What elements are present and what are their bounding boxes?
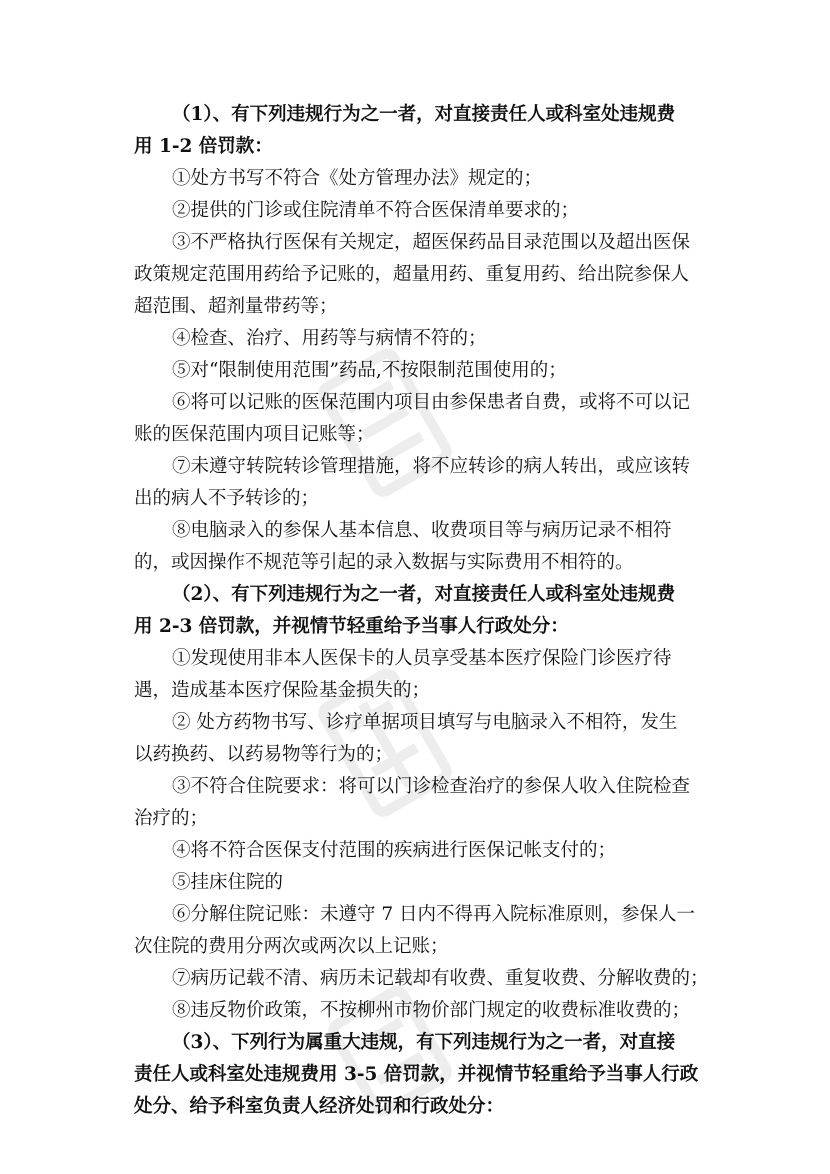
list-item-cont: 账的医保范围内项目记账等； [134, 424, 375, 445]
section-1-heading: （1）、有下列违规行为之一者，对直接责任人或科室处违规费 [172, 104, 676, 125]
section-3-heading: （3）、下列行为属重大违规，有下列违规行为之一者，对直接 [172, 1032, 676, 1053]
list-item: ⑥分解住院记账：未遵守 7 日内不得再入院标准原则，参保人一 [172, 904, 696, 925]
list-item: ② 处方药物书写、诊疗单据项目填写与电脑录入不相符，发生 [172, 712, 678, 733]
list-item: ⑧违反物价政策，不按柳州市物价部门规定的收费标准收费的； [172, 1000, 691, 1021]
list-item-cont: 次住院的费用分两次或两次以上记账； [134, 936, 449, 957]
section-1-heading-cont: 用 1-2 倍罚款： [134, 136, 273, 157]
list-item: ④将不符合医保支付范围的疾病进行医保记帐支付的； [172, 840, 617, 861]
list-item-cont: 出的病人不予转诊的； [134, 488, 320, 509]
list-item: ③不符合住院要求：将可以门诊检查治疗的参保人收入住院检查 [172, 776, 691, 797]
list-item: ⑤对“限制使用范围”药品,不按限制范围使用的； [172, 360, 567, 381]
list-item: ①处方书写不符合《处方管理办法》规定的； [172, 168, 543, 189]
list-item-cont: 遇，造成基本医疗保险基金损失的； [134, 680, 431, 701]
list-item-cont: 以药换药、以药易物等行为的； [134, 744, 394, 765]
list-item: ②提供的门诊或住院清单不符合医保清单要求的； [172, 200, 580, 221]
list-item: ⑦病历记载不清、病历未记载却有收费、重复收费、分解收费的； [172, 968, 709, 989]
section-2-heading-cont: 用 2-3 倍罚款，并视情节轻重给予当事人行政处分： [134, 616, 569, 637]
list-item: ⑤挂床住院的 [172, 872, 284, 893]
section-2-heading: （2）、有下列违规行为之一者，对直接责任人或科室处违规费 [172, 584, 676, 605]
list-item: ①发现使用非本人医保卡的人员享受基本医疗保险门诊医疗待 [172, 648, 672, 669]
list-item-cont: 的，或因操作不规范等引起的录入数据与实际费用不相符的。 [134, 552, 634, 573]
list-item-cont: 超范围、超剂量带药等； [134, 296, 338, 317]
list-item: ⑧电脑录入的参保人基本信息、收费项目等与病历记录不相符 [172, 520, 672, 541]
section-3-heading-cont: 处分、给予科室负责人经济处罚和行政处分： [134, 1096, 505, 1117]
section-3-heading-cont: 责任人或科室处违规费用 3-5 倍罚款，并视情节轻重给予当事人行政 [134, 1064, 699, 1085]
list-item: ⑥将可以记账的医保范围内项目由参保患者自费，或将不可以记 [172, 392, 691, 413]
list-item: ⑦未遵守转院转诊管理措施，将不应转诊的病人转出，或应该转 [172, 456, 691, 477]
list-item: ④检查、治疗、用药等与病情不符的； [172, 328, 487, 349]
list-item-cont: 政策规定范围用药给予记账的，超量用药、重复用药、给出院参保人 [134, 264, 690, 285]
list-item-cont: 治疗的； [134, 808, 209, 829]
list-item: ③不严格执行医保有关规定，超医保药品目录范围以及超出医保 [172, 232, 691, 253]
